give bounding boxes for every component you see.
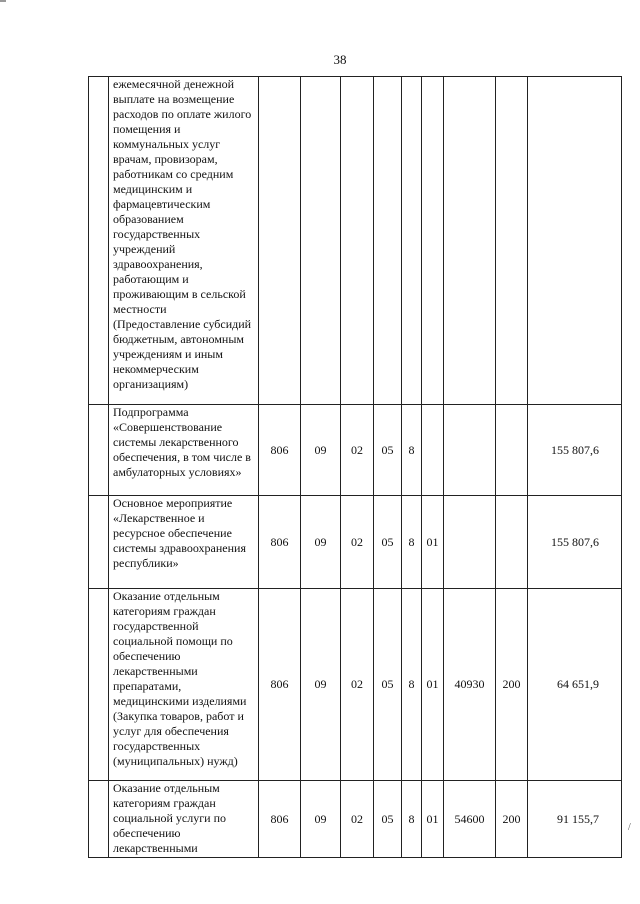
- subprogram-code: 8: [402, 496, 422, 589]
- expense-type-code: 200: [496, 589, 528, 781]
- amount: [528, 77, 622, 405]
- direction-code: [444, 496, 496, 589]
- section-code: [301, 77, 341, 405]
- table-row: [89, 405, 622, 496]
- budget-table: [88, 76, 622, 858]
- subsection-code: 02: [341, 781, 374, 858]
- table-row: [89, 496, 622, 589]
- row-description: Подпрограмма «Совершенствование системы лекарственного обеспечения, в том числе в амбулаторных условиях»: [109, 405, 259, 496]
- row-description: Основное мероприятие «Лекарственное и ресурсное обеспечение системы здравоохранения республики»: [109, 496, 259, 589]
- expense-type-code: [496, 77, 528, 405]
- event-code: 01: [422, 496, 444, 589]
- amount: 155 807,6: [528, 405, 622, 496]
- section-code: 09: [301, 496, 341, 589]
- page-number: 38: [333, 52, 347, 67]
- direction-code: [444, 77, 496, 405]
- amount: 155 807,6: [528, 496, 622, 589]
- expense-type-code: [496, 496, 528, 589]
- subprogram-code: [402, 77, 422, 405]
- ministry-code: [259, 77, 301, 405]
- table-row: [89, 589, 622, 781]
- subsection-code: 02: [341, 496, 374, 589]
- event-code: 01: [422, 589, 444, 781]
- ministry-code: 806: [259, 496, 301, 589]
- program-code: 05: [374, 589, 402, 781]
- margin-mark: /: [628, 822, 631, 833]
- subprogram-code: 8: [402, 405, 422, 496]
- section-code: 09: [301, 589, 341, 781]
- ministry-code: 806: [259, 405, 301, 496]
- blank-cell: [89, 781, 109, 858]
- ministry-code: 806: [259, 781, 301, 858]
- subsection-code: [341, 77, 374, 405]
- amount: 91 155,7: [528, 781, 622, 858]
- subprogram-code: 8: [402, 781, 422, 858]
- blank-cell: [89, 77, 109, 405]
- section-code: 09: [301, 781, 341, 858]
- blank-cell: [89, 496, 109, 589]
- scan-artifact: [0, 0, 6, 2]
- blank-cell: [89, 405, 109, 496]
- ministry-code: 806: [259, 589, 301, 781]
- row-description: ежемесячной денежной выплате на возмещение расходов по оплате жилого помещения и коммунальных услуг врачам, провизорам, работникам со средним медицинским и фармацевтическим образованием государственных учреждений здравоохранения, работающим и проживающим в сельской местности (Предоставление субсидий бюджетным, автономным учреждениям и иным некоммерческим организациям): [109, 77, 259, 405]
- direction-code: 40930: [444, 589, 496, 781]
- expense-type-code: 200: [496, 781, 528, 858]
- subsection-code: 02: [341, 589, 374, 781]
- direction-code: 54600: [444, 781, 496, 858]
- direction-code: [444, 405, 496, 496]
- event-code: [422, 77, 444, 405]
- program-code: 05: [374, 781, 402, 858]
- row-description: Оказание отдельным категориям граждан государственной социальной помощи по обеспечению лекарственными препаратами, медицинскими изделиями (Закупка товаров, работ и услуг для обеспечения государственных (муниципальных) нужд): [109, 589, 259, 781]
- section-code: 09: [301, 405, 341, 496]
- table-row: [89, 781, 622, 858]
- expense-type-code: [496, 405, 528, 496]
- program-code: [374, 77, 402, 405]
- event-code: [422, 405, 444, 496]
- subsection-code: 02: [341, 405, 374, 496]
- row-description: Оказание отдельным категориям граждан социальной услуги по обеспечению лекарственными: [109, 781, 259, 858]
- subprogram-code: 8: [402, 589, 422, 781]
- blank-cell: [89, 589, 109, 781]
- amount: 64 651,9: [528, 589, 622, 781]
- program-code: 05: [374, 496, 402, 589]
- program-code: 05: [374, 405, 402, 496]
- event-code: 01: [422, 781, 444, 858]
- table-row: [89, 77, 622, 405]
